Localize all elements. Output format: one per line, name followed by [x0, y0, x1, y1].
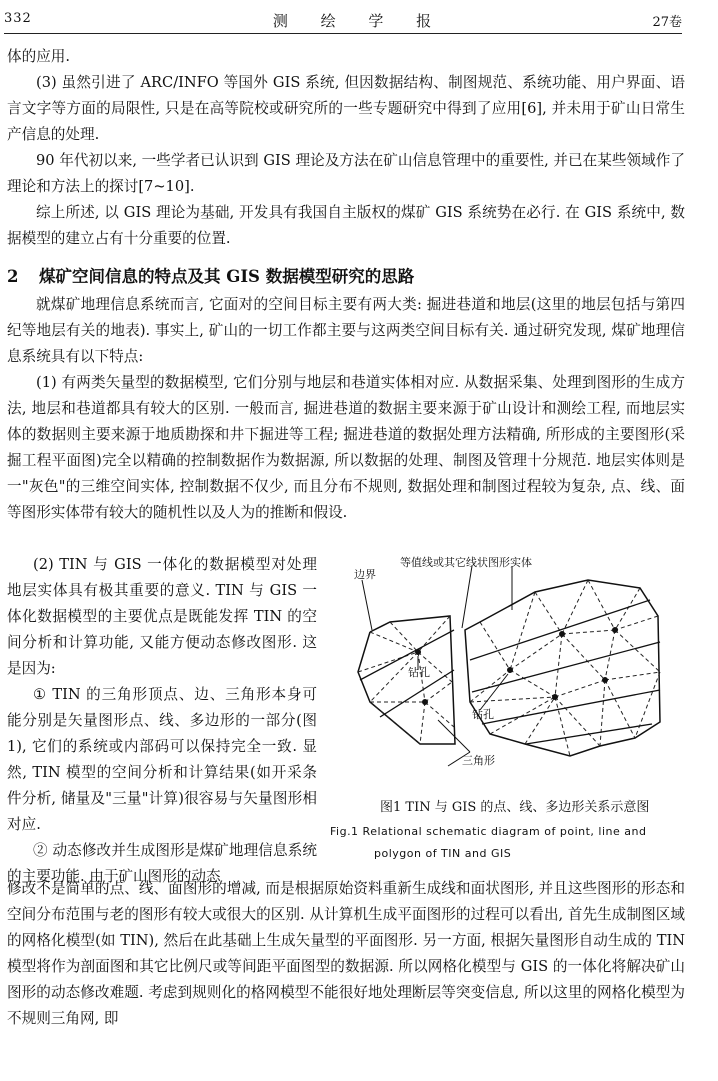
figure-caption-en — [330, 821, 688, 865]
page-number: 332 — [4, 11, 32, 26]
contour-label: 等值线或其它线状图形实体 — [400, 556, 532, 569]
boundary-label: 边界 — [354, 568, 376, 581]
caption-en-line2: polygon of TIN and GIS — [374, 847, 512, 860]
bottom-text — [7, 876, 685, 1032]
figure-1 — [330, 552, 690, 872]
paragraph: (2) TIN 与 GIS 一体化的数据模型对处理地层实体具有极其重要的意义. TIN 与 GIS 一体化数据模型的主要优点是既能发挥 TIN 的空间分析和计算功能, 又能方便动态修改图形. 这是因为: — [7, 556, 317, 677]
paragraph: 修改不是简单的点、线、面图形的增减, 而是根据原始资料重新生成线和面状图形, 并且这些图形的形态和空间分布范围与老的图形有较大或很大的区别. 从计算机生成平面图形的过程可以看出, 首先生成制图区域的网格化模型(如 TIN), 然后在此基础上生成矢量型的平面图形. 另一方面, 根据矢量图形自动生成的 TIN 模型将作为剖面图和其它比例尺或等间距平面图型的数据源. 所以网格化模型与 GIS 的一体化将解决矿山图形的动态修改难题. 考虑到规则化的格网模型不能很好地处理断层等突变信息, 所以这里的网格化模型为不规则三角网, 即 — [7, 880, 685, 1027]
volume-label: 27卷 — [652, 15, 682, 30]
paragraph: ① TIN 的三角形顶点、边、三角形本身可能分别是矢量图形点、线、多边形的一部分(图1), 它们的系统或内部码可以保持完全一致. 显然, TIN 模型的空间分析和计算结果(如开采条件分析, 储量及"三量"计算)很容易与矢量图形相对应. — [7, 686, 317, 833]
left-column-text — [7, 552, 317, 890]
section-title: 煤矿空间信息的特点及其 GIS 数据模型研究的思路 — [39, 267, 415, 286]
triangle-label: 三角形 — [462, 754, 495, 767]
caption-en-line1: Fig.1 Relational schematic diagram of point, line and — [330, 825, 647, 838]
paragraph: (1) 有两类矢量型的数据模型, 它们分别与地层和巷道实体相对应. 从数据采集、处理到图形的生成方法, 地层和巷道都具有较大的区别. 一般而言, 掘进巷道的数据主要来源于矿山设计和测绘工程, 而地层实体的数据则主要来源于地质勘探和井下掘进等工程; 掘进巷道的数据处理方法精确, 所形成的主要图形(采掘工程平面图)完全以精确的控制数据作为数据源, 所以数据的处理、制图及管理十分规范. 地层实体则是一"灰色"的三维空间实体, 控制数据不仅少, 而且分布不规则, 数据处理和制图过程较为复杂, 点、线、面等图形实体带有较大的随机性以及人为的推断和假设. — [7, 374, 685, 521]
paragraph: ② 动态修改并生成图形是煤矿地理信息系统的主要功能. 由于矿山图形的动态 — [7, 842, 317, 885]
section-number: 2 — [7, 267, 19, 286]
mid-text — [7, 292, 685, 526]
header-rule — [4, 33, 682, 34]
tin-gis-diagram — [330, 552, 690, 792]
page-header — [0, 0, 718, 36]
section-heading — [7, 263, 414, 287]
paragraph: 体的应用. — [7, 48, 71, 65]
top-text — [7, 44, 685, 252]
paragraph: 综上所述, 以 GIS 理论为基础, 开发具有我国自主版权的煤矿 GIS 系统势在必行. 在 GIS 系统中, 数据模型的建立占有十分重要的位置. — [7, 204, 685, 247]
paragraph: 90 年代初以来, 一些学者已认识到 GIS 理论及方法在矿山信息管理中的重要性, 并已在某些领域作了理论和方法上的探讨[7~10]. — [7, 152, 685, 195]
drill-label-1: 钻孔 — [408, 666, 430, 679]
paragraph: (3) 虽然引进了 ARC/INFO 等国外 GIS 系统, 但因数据结构、制图规范、系统功能、用户界面、语言文字等方面的局限性, 只是在高等院校或研究所的一些专题研究中得到了应用[6], 并未用于矿山日常生产信息的处理. — [7, 74, 685, 143]
journal-title: 测 绘 学 报 — [272, 12, 446, 30]
drill-label-2: 钻孔 — [472, 708, 494, 721]
figure-caption-cn: 图1 TIN 与 GIS 的点、线、多边形关系示意图 — [380, 800, 650, 815]
paragraph: 就煤矿地理信息系统而言, 它面对的空间目标主要有两大类: 掘进巷道和地层(这里的地层包括与第四纪等地层有关的地表). 事实上, 矿山的一切工作都主要与这两类空间目标有关. 通过研究发现, 煤矿地理信息系统具有以下特点: — [7, 296, 685, 365]
